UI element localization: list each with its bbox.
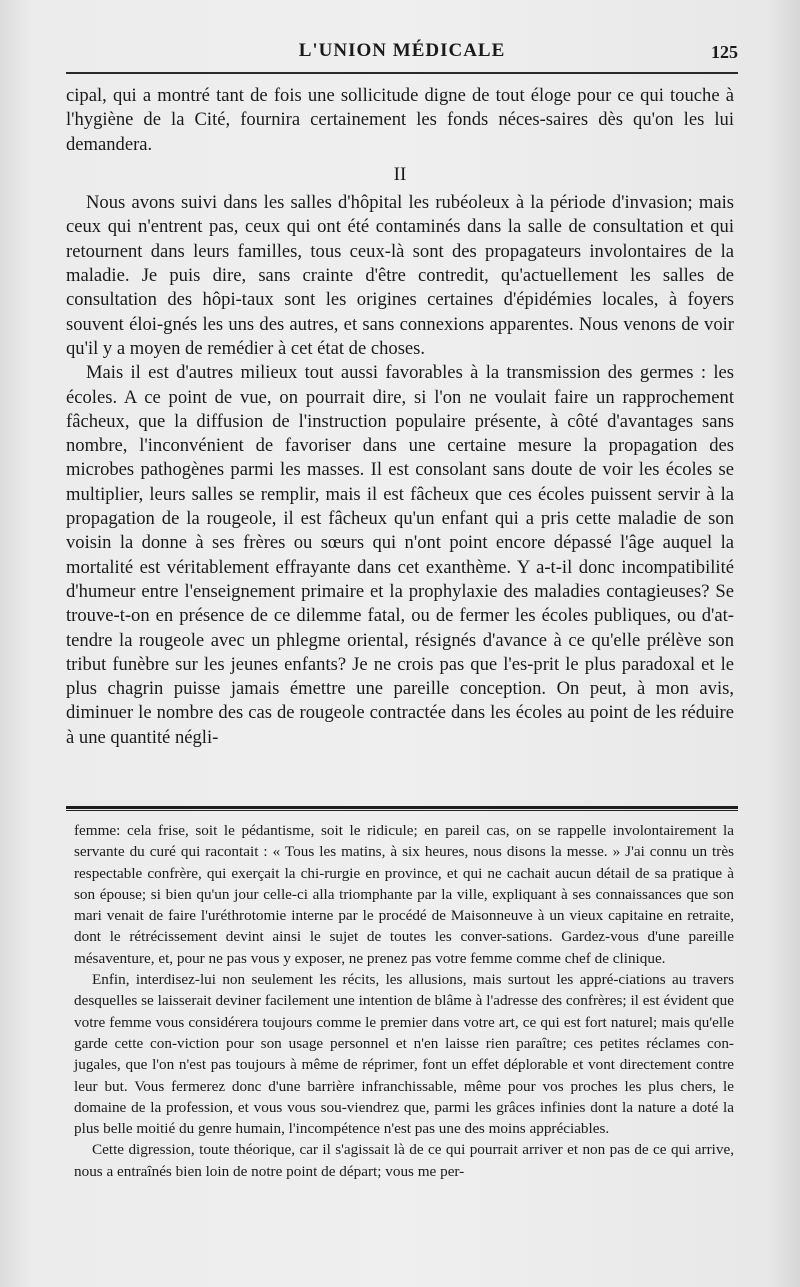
main-text [66, 84, 734, 750]
paragraph: Mais il est d'autres milieux tout aussi favorables à la transmission des germes : les écoles. A ce point de vue, on pourrait dire, si l'on ne voulait faire un rapprochement fâcheux, que la diffusion de l'instruction populaire présente, à côté d'avantages sans nombre, l'inconvénient de favoriser dans une certaine mesure la propagation des microbes pathogènes parmi les masses. Il est consolant sans doute de voir les écoles se multiplier, leurs salles se remplir, mais il est fâcheux que ces écoles puissent servir à la propagation de la rougeole, il est fâcheux qu'un enfant qui a pris cette maladie de son voisin la donne à ses frères ou sœurs qui n'ont point encore dépassé l'âge auquel la mortalité est véritablement effrayante dans cet exanthème. Y a-t-il donc incompatibilité d'humeur entre l'enseignement primaire et la prophylaxie des maladies contagieuses? Se trouve-t-on en présence de ce dilemme fatal, ou de fermer les écoles publiques, ou d'at-tendre la rougeole avec un phlegme oriental, résignés d'avance à ce qu'elle prélève son tribut funèbre sur les jeunes enfants? Je ne crois pas que l'es-prit le plus paradoxal et le plus chagrin puisse jamais émettre une pareille conception. On peut, à mon avis, diminuer le nombre des cas de rougeole contractée dans les écoles au point de les réduire à une quantité négli- [66, 362, 734, 748]
page-header [66, 40, 738, 70]
header-rule [66, 72, 738, 74]
footnote-paragraph: Enfin, interdisez-lui non seulement les récits, les allusions, mais surtout les appré-ciations au travers desquelles se laisserait deviner facilement une intention de blâme à l'adresse des confrères; il est évident que votre femme vous considérera toujours comme le premier dans votre art, ce qui est fort naturel; mais qu'elle garde cette con-viction pour son usage personnel et n'en laisse rien paraître; ces petites réclames con-jugales, que l'on n'est pas toujours à même de réprimer, font un effet déplorable et vont directement contre leur but. Vous fermerez donc d'une barrière infranchissable, même pour vos proches les plus chers, le domaine de la profession, et vous vous sou-viendrez que, parmi les grâces infinies dont la nature a doté la plus belle moitié du genre humain, l'incompétence n'est pas une des moins appréciables. [74, 971, 734, 1138]
page-number: 125 [711, 42, 738, 62]
section-number: II [393, 163, 407, 185]
footnote-paragraph: femme: cela frise, soit le pédantisme, soit le ridicule; en pareil cas, on se rappelle involontairement la servante du curé qui racontait : « Tous les matins, à six heures, nous disons la messe. » J'ai connu un très respectable confrère, qui exerçait la chi-rurgie en province, et qui ne cachait aucun détail de sa pratique à son épouse; si bien qu'un jour celle-ci alla triomphante par la ville, expliquant à ses connaissances que son mari venait de faire l'uréthrotomie interne par le procédé de Maisonneuve à un vieux capitaine en retraite, dont le rétrécissement devint ainsi le sujet de toutes les conver-sations. Gardez-vous d'une pareille mésaventure, et, pour ne pas vous y exposer, ne prenez pas votre femme comme chef de clinique. [74, 822, 734, 967]
running-title: L'UNION MÉDICALE [298, 40, 506, 61]
footnote-rule [66, 806, 738, 811]
paragraph: Nous avons suivi dans les salles d'hôpital les rubéoleux à la période d'invasion; mais ceux qui n'entrent pas, ceux qui ont été contaminés dans la salle de consultation et qui retournent dans leurs familles, tous ceux-là sont des propagateurs involontaires de la maladie. Je puis dire, sans crainte d'être contredit, qu'actuellement les salles de consultation des hôpi-taux sont les origines certaines d'épidémies locales, à foyers souvent éloi-gnés les uns des autres, et sans connexions apparentes. Nous venons de voir qu'il y a moyen de remédier à cet état de choses. [66, 192, 734, 359]
footnote-paragraph: Cette digression, toute théorique, car il s'agissait là de ce qui pourrait arriver et non pas de ce qui arrive, nous a entraînés bien loin de notre point de départ; vous me per- [74, 1141, 734, 1180]
paragraph-continuation: cipal, qui a montré tant de fois une sollicitude digne de tout éloge pour ce qui touche à l'hygiène de la Cité, fournira certainement les fonds néces-saires dès qu'on les lui demandera. [66, 85, 734, 155]
footnote [74, 820, 734, 1182]
